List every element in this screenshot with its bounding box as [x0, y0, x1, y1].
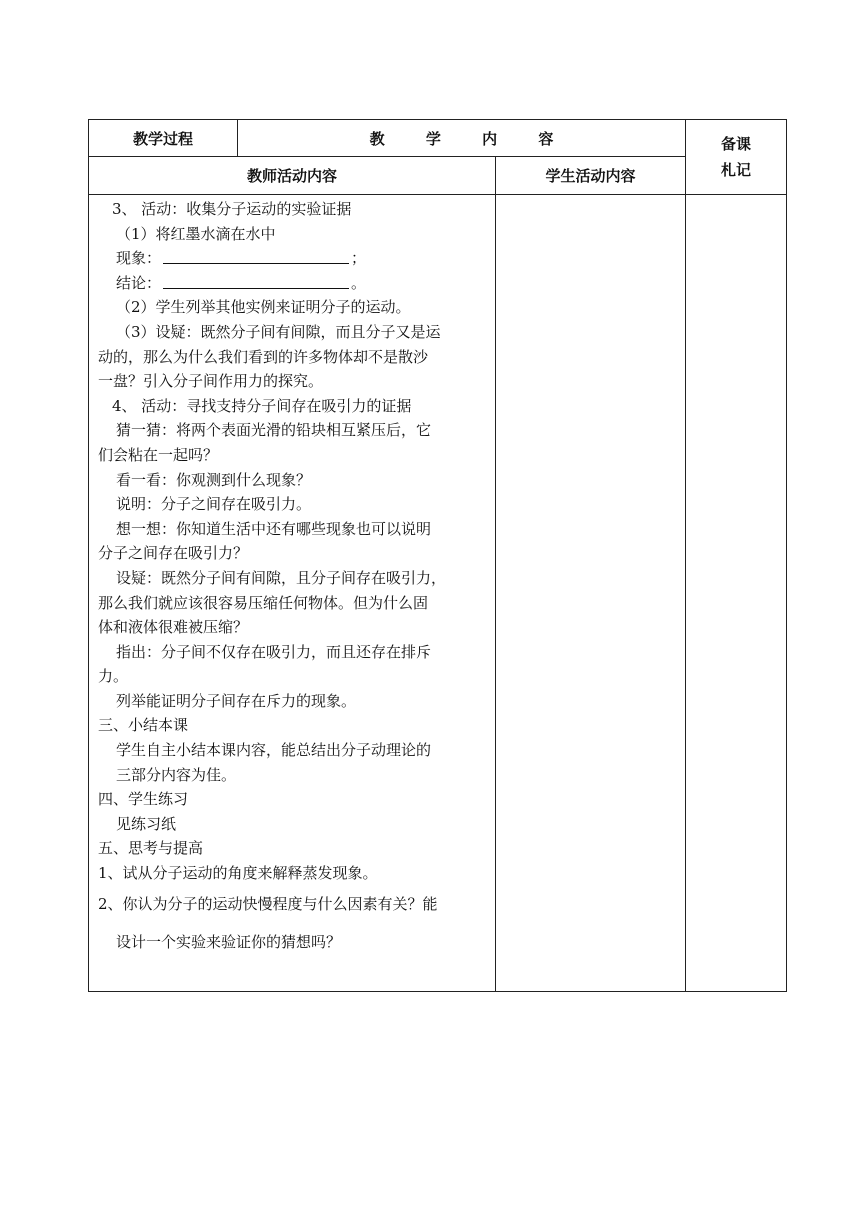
phenomenon-line — [98, 246, 493, 271]
phenomenon-blank[interactable] — [163, 247, 349, 264]
header-lesson-notes-line2: 札记 — [720, 161, 751, 179]
teacher-activity-content — [98, 197, 493, 955]
content-line: 看一看：你观测到什么现象？ — [116, 470, 312, 489]
content-line: 分子之间存在吸引力？ — [98, 544, 249, 563]
content-line: 那么我们就应该很容易压缩任何物体。但为什么固 — [98, 593, 429, 612]
content-line: 三部分内容为佳。 — [116, 765, 237, 784]
content-line: 猜一猜：将两个表面光滑的铅块相互紧压后，它 — [116, 421, 432, 440]
content-line: 设疑：既然分子间有间隙，且分子间存在吸引力， — [116, 568, 447, 587]
section-heading: 四、学生练习 — [98, 790, 189, 809]
content-line: 见练习纸 — [116, 814, 177, 833]
conclusion-line — [98, 271, 493, 296]
content-line: 动的，那么为什么我们看到的许多物体却不是散沙 — [98, 347, 429, 366]
header-student-activity: 学生活动内容 — [545, 167, 636, 185]
content-line: 列举能证明分子间存在斥力的现象。 — [116, 691, 357, 710]
content-line: 力。 — [98, 667, 129, 686]
content-line: 指出：分子间不仅存在吸引力，而且还存在排斥 — [116, 642, 432, 661]
phenomenon-label: 现象： — [116, 249, 162, 268]
content-line: （2）学生列举其他实例来证明分子的运动。 — [116, 298, 411, 317]
content-line: 说明：分子之间存在吸引力。 — [116, 495, 312, 514]
content-line: （1）将红墨水滴在水中 — [116, 224, 276, 243]
content-line: 一盘？引入分子间作用力的探究。 — [98, 372, 324, 391]
content-line: （3）设疑：既然分子间有间隙，而且分子又是运 — [116, 322, 441, 341]
content-line: 1、试从分子运动的角度来解释蒸发现象。 — [98, 864, 378, 883]
header-teaching-process: 教学过程 — [132, 129, 193, 148]
conclusion-end: 。 — [351, 273, 367, 292]
phenomenon-end: ； — [351, 249, 367, 268]
content-line: 4、 活动：寻找支持分子间存在吸引力的证据 — [112, 396, 412, 415]
content-line: 3、 活动：收集分子运动的实验证据 — [112, 200, 352, 218]
content-line: 体和液体很难被压缩？ — [98, 618, 249, 637]
content-line: 学生自主小结本课内容，能总结出分子动理论的 — [116, 741, 432, 760]
section-heading: 三、小结本课 — [98, 716, 189, 735]
content-line: 2、你认为分子的运动快慢程度与什么因素有关？能 — [98, 894, 438, 913]
content-line: 想一想：你知道生活中还有哪些现象也可以说明 — [116, 519, 432, 538]
conclusion-blank[interactable] — [163, 272, 349, 289]
content-line: 们会粘在一起吗？ — [98, 445, 219, 464]
header-teaching-content: 教 学 内 容 — [369, 129, 572, 148]
content-line: 设计一个实验来验证你的猜想吗？ — [116, 933, 342, 952]
header-lesson-notes — [686, 120, 786, 194]
conclusion-label: 结论： — [116, 273, 162, 292]
header-teacher-activity: 教师活动内容 — [246, 167, 337, 185]
header-lesson-notes-line1: 备课 — [720, 135, 751, 153]
section-heading: 五、思考与提高 — [98, 839, 204, 858]
